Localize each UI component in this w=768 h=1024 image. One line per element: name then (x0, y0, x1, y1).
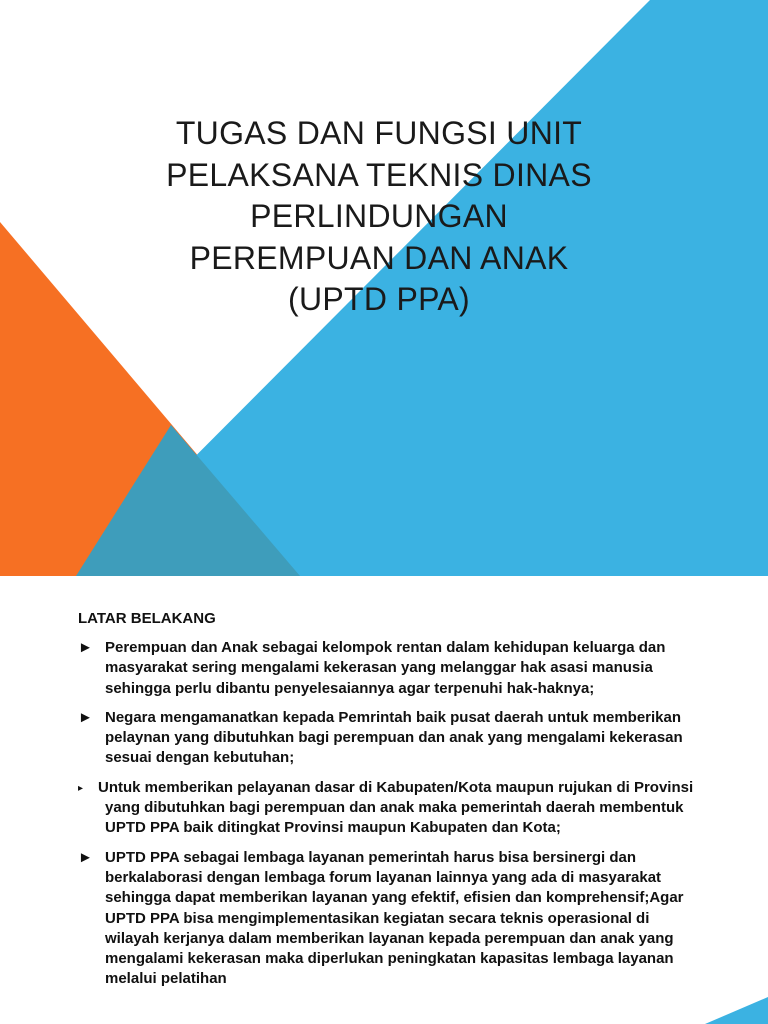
title-line: PEREMPUAN DAN ANAK (189, 239, 569, 276)
title-line: (UPTD PPA) (288, 281, 470, 317)
bullet-arrow-icon: ► (78, 639, 93, 656)
bullet-arrow-icon: ► (78, 708, 93, 726)
bullet-item (78, 708, 703, 769)
bullet-item (78, 638, 703, 699)
content-slide (0, 576, 768, 1024)
bullet-item (78, 778, 703, 839)
title-line: PERLINDUNGAN (250, 198, 508, 234)
bullet-text: UPTD PPA sebagai lembaga layanan pemerintah harus bisa bersinergi dan berkalaborasi dengan lembaga forum layanan lainnya yang ada di masyarakat sehingga dapat memberikan layanan yang efektif, efisien dan komprehensif;Agar UPTD PPA bisa mengimplementasikan kegiatan secara teknis operasional di wilayah kerjanya dalam memberikan layanan kepada perempuan dan anak yang mengalami kekerasan maka diperlukan peningkatan kapasitas lembaga layanan melalui pelatihan (105, 848, 684, 988)
section-heading: LATAR BELAKANG (78, 610, 216, 627)
bullet-text: Negara mengamanatkan kepada Pemrintah baik pusat daerah untuk memberikan pelaynan yang dibutuhkan bagi perempuan dan anak yang mengalami kekerasan sesuai dengan kebutuhan; (105, 708, 683, 767)
corner-triangle (705, 997, 768, 1024)
slide-title (110, 113, 648, 321)
bullet-item (78, 848, 703, 990)
title-line: PELAKSANA TEKNIS DINAS (166, 156, 592, 193)
bullet-text: Untuk memberikan pelayanan dasar di Kabupaten/Kota maupun rujukan di Provinsi yang dibutuhkan bagi perempuan dan anak maka pemerintah daerah membentuk UPTD PPA baik ditingkat Provinsi maupun Kabupaten dan Kota; (98, 778, 694, 837)
bullet-arrow-icon: ► (78, 848, 93, 866)
title-line: TUGAS DAN FUNGSI UNIT (175, 115, 583, 151)
bullet-list (78, 638, 703, 999)
bullet-small-arrow-icon: ▸ (78, 782, 84, 794)
bullet-text: Perempuan dan Anak sebagai kelompok rentan dalam kehidupan keluarga dan masyarakat sering mengalami kekerasan yang melanggar hak asasi manusia sehingga perlu dibantu penyelesaiannya agar terpenuhi hak-haknya; (105, 639, 666, 697)
